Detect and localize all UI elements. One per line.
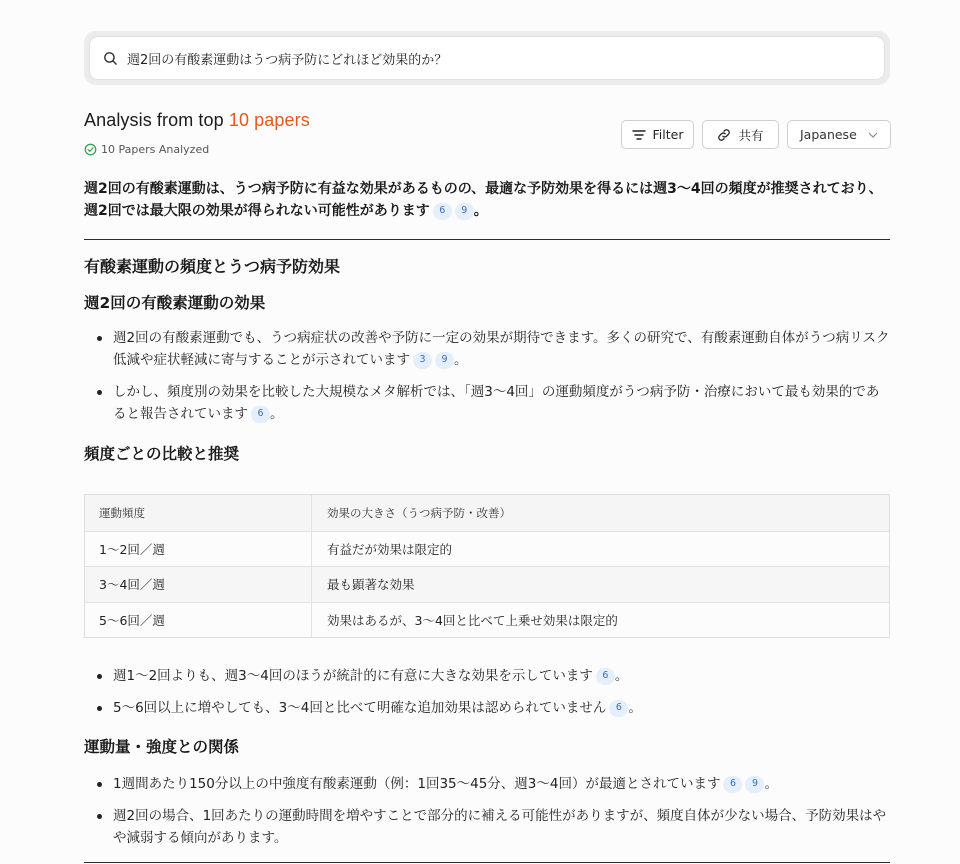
papers-analyzed-label: 10 Papers Analyzed <box>101 143 210 156</box>
bullet-text: しかし、頻度別の効果を比較した大規模なメタ解析では、「週3〜4回」の運動頻度がうつ病予防・治療において最も効果的であると報告されています <box>113 384 880 422</box>
citation-badge[interactable]: 6 <box>596 668 615 685</box>
toolbar <box>621 120 891 149</box>
divider <box>84 239 890 240</box>
share-button[interactable] <box>702 120 779 149</box>
subsection-heading: 頻度ごとの比較と推奨 <box>84 445 240 463</box>
table-cell: 有益だが効果は限定的 <box>327 541 453 557</box>
bullet-end: 。 <box>614 668 629 684</box>
citation-badge[interactable]: 9 <box>455 203 474 220</box>
table-header-cell: 効果の大きさ（うつ病予防・改善） <box>327 505 511 520</box>
list-item <box>97 327 890 371</box>
link-icon <box>717 128 731 142</box>
table-header-cell: 運動頻度 <box>85 495 312 531</box>
frequency-table <box>84 494 890 638</box>
table-row <box>85 602 889 638</box>
chevron-down-icon <box>868 132 878 138</box>
table-cell: 効果はあるが、3〜4回と比べて上乗せ効果は限定的 <box>327 612 618 628</box>
citation-badge[interactable]: 3 <box>413 352 432 369</box>
section-heading: 有酸素運動の頻度とうつ病予防効果 <box>84 257 341 276</box>
table-header-row <box>85 495 889 531</box>
bullet-text: 週1〜2回よりも、週3〜4回のほうが統計的に有意に大きな効果を示しています <box>113 668 593 684</box>
table-cell: 3〜4回／週 <box>85 567 312 602</box>
summary-end: 。 <box>473 203 488 219</box>
list-item <box>97 665 890 687</box>
citation-badge[interactable]: 6 <box>433 203 452 220</box>
bullet-list <box>97 773 890 859</box>
language-select[interactable] <box>787 120 891 149</box>
share-label: 共有 <box>738 127 764 143</box>
papers-analyzed-badge <box>84 143 209 156</box>
bullet-text: 1週間あたり150分以上の中強度有酸素運動（例：1回35〜45分、週3〜4回）が最適とされています <box>113 776 721 792</box>
table-cell: 1〜2回／週 <box>85 532 312 567</box>
citation-badge[interactable]: 6 <box>723 776 742 793</box>
title-accent: 10 papers <box>228 110 310 130</box>
bullet-end: 。 <box>270 406 284 422</box>
analysis-title <box>84 110 310 131</box>
search-input[interactable] <box>89 36 885 80</box>
subsection-heading: 週2回の有酸素運動の効果 <box>84 294 266 312</box>
citation-badge[interactable]: 6 <box>609 700 628 717</box>
table-cell: 5〜6回／週 <box>85 603 312 638</box>
search-query: 週2回の有酸素運動はうつ病予防にどれほど効果的か？ <box>127 52 448 68</box>
table-row <box>85 566 889 602</box>
filter-icon <box>632 129 646 141</box>
filter-label: Filter <box>652 127 684 142</box>
citation-badge[interactable]: 9 <box>745 776 764 793</box>
bullet-end: 。 <box>454 352 468 368</box>
language-label: Japanese <box>800 127 857 142</box>
table-row <box>85 531 889 567</box>
search-bar <box>84 31 890 85</box>
bullet-list <box>97 327 890 435</box>
list-item <box>97 805 890 849</box>
subsection-heading: 運動量・強度との関係 <box>84 738 240 756</box>
bullet-end: 。 <box>628 700 642 716</box>
bullet-list <box>97 665 890 729</box>
bullet-end: 。 <box>764 776 778 792</box>
check-circle-icon <box>84 143 97 156</box>
title-prefix: Analysis from top <box>84 110 229 130</box>
search-icon <box>102 50 119 67</box>
bullet-text: 5〜6回以上に増やしても、3〜4回と比べて明確な追加効果は認められていません <box>113 700 607 716</box>
bullet-text: 週2回の場合、1回あたりの運動時間を増やすことで部分的に補える可能性がありますが、頻度自体が少ない場合、予防効果はやや減弱する傾向があります。 <box>113 808 887 846</box>
list-item <box>97 773 890 795</box>
citation-badge[interactable]: 9 <box>435 352 454 369</box>
table-cell: 最も顕著な効果 <box>327 577 415 593</box>
citation-badge[interactable]: 6 <box>251 406 270 423</box>
divider <box>84 862 890 863</box>
filter-button[interactable] <box>621 120 694 149</box>
list-item <box>97 381 890 425</box>
bullet-text: 週2回の有酸素運動でも、うつ病症状の改善や予防に一定の効果が期待できます。多くの研究で、有酸素運動自体がうつ病リスク低減や症状軽減に寄与することが示されています <box>113 330 890 368</box>
list-item <box>97 697 890 719</box>
summary-text: 週2回の有酸素運動は、うつ病予防に有益な効果があるものの、最適な予防効果を得るには週3〜4回の頻度が推奨されており、週2回では最大限の効果が得られない可能性があります <box>84 181 883 219</box>
summary-paragraph <box>84 178 890 222</box>
